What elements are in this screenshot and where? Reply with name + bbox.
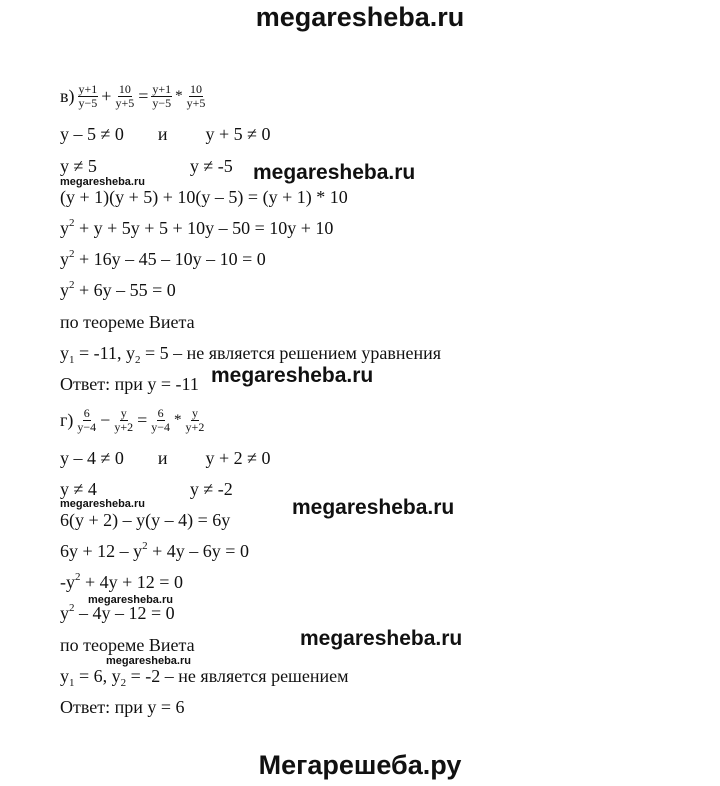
numerator: 6 (83, 405, 90, 420)
step-g4 (60, 603, 175, 626)
answer-g: Ответ: при y = 6 (60, 697, 185, 717)
operator: + (101, 86, 112, 106)
value: = 5 – не является решением уравнения (140, 343, 442, 363)
conjunction: и (157, 448, 168, 468)
term: + 4y – 6y = 0 (147, 541, 249, 561)
step-v4 (60, 280, 176, 303)
fraction (150, 407, 171, 434)
subscript: 2 (120, 677, 127, 689)
site-footer: Мегарешеба.ру (258, 750, 462, 780)
var: y (111, 666, 121, 686)
step-g1: 6(y + 2) – y(y – 4) = 6y (60, 510, 231, 530)
subscript: 1 (69, 677, 75, 689)
exponent: 2 (69, 602, 75, 614)
subscript: 1 (69, 354, 75, 366)
term: 6y + 12 – y (60, 541, 143, 561)
numerator: 10 (118, 81, 131, 96)
conjunction: и (157, 124, 168, 144)
denominator: y+5 (115, 95, 135, 110)
value: = 6, (74, 666, 112, 686)
watermark: megaresheba.ru (60, 176, 145, 188)
roots-v (60, 343, 441, 366)
equals-sign: = (138, 86, 149, 106)
condition-right: y + 2 ≠ 0 (205, 448, 271, 468)
fraction (78, 83, 99, 110)
term: -y (60, 572, 75, 592)
numerator: y+1 (152, 81, 172, 96)
exponent: 2 (75, 571, 81, 583)
numerator: y (191, 405, 198, 420)
condition-right: y ≠ -5 (189, 156, 233, 176)
condition-left: y – 5 ≠ 0 (60, 124, 124, 144)
watermark: megaresheba.ru (300, 627, 463, 650)
part-label-v: в) (60, 86, 75, 106)
vieta-note-g: по теореме Виета (60, 635, 195, 655)
condition-row-v2 (60, 156, 233, 176)
term: – 4y – 12 = 0 (74, 603, 175, 623)
roots-g (60, 666, 349, 689)
term: + 16y – 45 – 10y – 10 = 0 (74, 249, 266, 269)
exponent: 2 (69, 248, 75, 260)
numerator: y (120, 405, 127, 420)
value: = -11, (74, 343, 126, 363)
fraction (185, 407, 206, 434)
subscript: 2 (134, 354, 141, 366)
denominator: y−4 (77, 419, 97, 434)
condition-row-g1 (60, 448, 271, 468)
term: + 6y – 55 = 0 (74, 280, 176, 300)
step-v1: (y + 1)(y + 5) + 10(y – 5) = (y + 1) * 10 (60, 187, 348, 207)
condition-left: y ≠ 5 (60, 156, 97, 176)
watermark: megaresheba.ru (211, 364, 374, 387)
step-v3 (60, 249, 266, 272)
condition-left: y – 4 ≠ 0 (60, 448, 124, 468)
equals-sign: = (137, 410, 148, 430)
equation-g (60, 400, 206, 440)
denominator: y−5 (78, 95, 98, 110)
watermark: megaresheba.ru (60, 498, 145, 510)
denominator: y+5 (186, 95, 206, 110)
part-label-g: г) (60, 410, 74, 430)
operator: − (100, 410, 111, 430)
exponent: 2 (69, 217, 75, 229)
numerator: 10 (190, 81, 203, 96)
condition-row-g2 (60, 479, 233, 499)
denominator: y−5 (152, 95, 172, 110)
answer-v: Ответ: при y = -11 (60, 374, 199, 394)
equation-v (60, 76, 207, 116)
term: y (60, 249, 69, 269)
numerator: y+1 (78, 81, 98, 96)
value: = -2 – не является решением (126, 666, 349, 686)
var: y (60, 666, 69, 686)
condition-right: y + 5 ≠ 0 (205, 124, 271, 144)
condition-row-v1 (60, 124, 271, 144)
term: y (60, 218, 69, 238)
numerator: 6 (157, 405, 164, 420)
vieta-note-v: по теореме Виета (60, 312, 195, 332)
fraction (113, 407, 134, 434)
step-v2 (60, 218, 333, 241)
watermark: megaresheba.ru (253, 161, 416, 184)
fraction (151, 83, 172, 110)
exponent: 2 (142, 540, 148, 552)
denominator: y+2 (185, 419, 205, 434)
step-g3 (60, 572, 183, 595)
denominator: y+2 (114, 419, 134, 434)
step-g2 (60, 541, 249, 564)
condition-right: y ≠ -2 (189, 479, 233, 499)
term: + y + 5y + 5 + 10y – 50 = 10y + 10 (74, 218, 334, 238)
var: y (60, 343, 69, 363)
fraction (114, 83, 135, 110)
operator: * (174, 412, 182, 428)
watermark: megaresheba.ru (292, 496, 455, 519)
term: y (60, 603, 69, 623)
site-header: megaresheba.ru (255, 2, 465, 32)
watermark: megaresheba.ru (88, 594, 173, 606)
exponent: 2 (69, 279, 75, 291)
term: y (60, 280, 69, 300)
condition-left: y ≠ 4 (60, 479, 97, 499)
fraction (76, 407, 97, 434)
var: y (125, 343, 135, 363)
denominator: y−4 (151, 419, 171, 434)
watermark: megaresheba.ru (106, 655, 191, 667)
term: + 4y + 12 = 0 (80, 572, 183, 592)
operator: * (175, 88, 183, 104)
fraction (186, 83, 207, 110)
